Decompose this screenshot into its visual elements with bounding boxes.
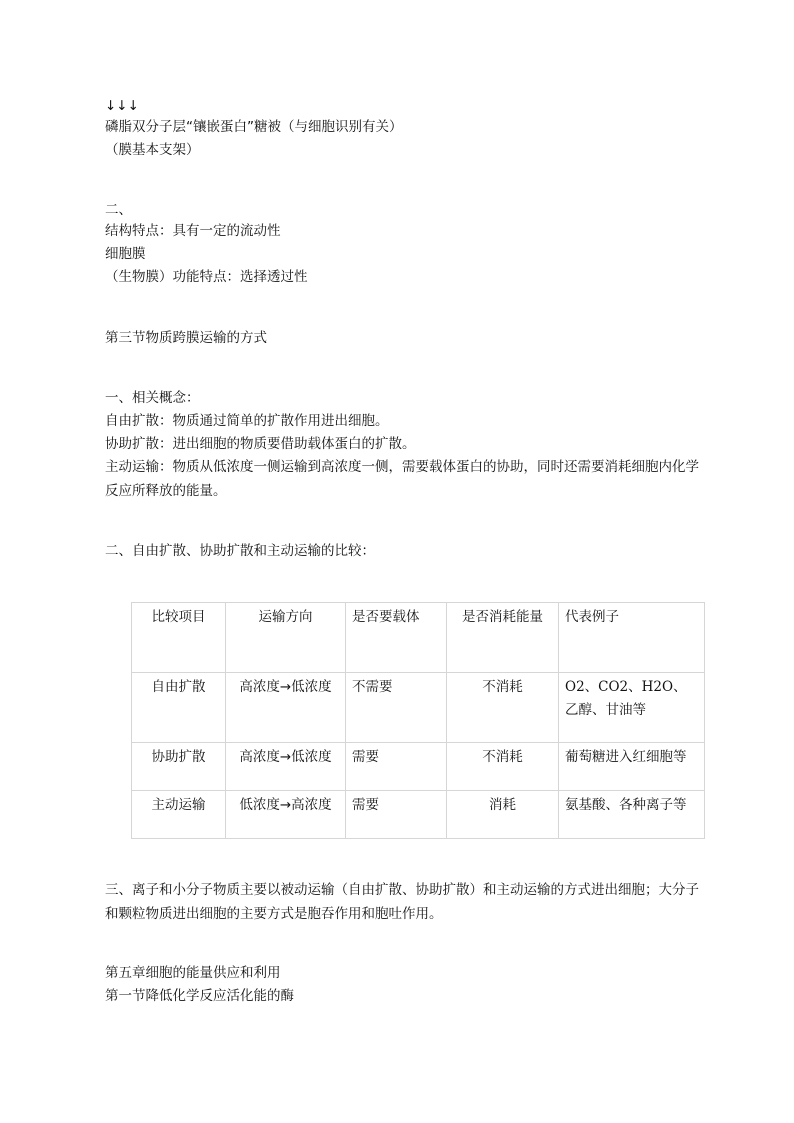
table-header-row: [132, 603, 705, 673]
table-cell: 不消耗: [447, 673, 559, 743]
table-cell: 需要: [346, 791, 447, 839]
table-row: [132, 673, 705, 743]
table-cell: 葡萄糖进入红细胞等: [559, 743, 705, 791]
table-row: [132, 743, 705, 791]
table-cell: 不需要: [346, 673, 447, 743]
table-cell: 自由扩散: [132, 673, 226, 743]
table-header-cell: 代表例子: [559, 603, 705, 673]
chapter-five-title: 第五章细胞的能量供应和利用: [105, 965, 281, 981]
section-three-title: 第三节物质跨膜运输的方式: [105, 330, 267, 346]
membrane-basic-frame-note: （膜基本支架）: [105, 142, 200, 158]
membrane-structure-line: 磷脂双分子层“镶嵌蛋白”糖被（与细胞识别有关）: [105, 119, 403, 135]
comparison-heading: 二、自由扩散、协助扩散和主动运输的比较：: [105, 543, 375, 559]
function-feature-line: （生物膜）功能特点：选择透过性: [105, 269, 308, 285]
table-cell: 不消耗: [447, 743, 559, 791]
table-header-cell: 比较项目: [132, 603, 226, 673]
table-cell: 消耗: [447, 791, 559, 839]
table-header-cell: 是否要载体: [346, 603, 447, 673]
table-cell: 氨基酸、各种离子等: [559, 791, 705, 839]
table-cell: 低浓度→高浓度: [226, 791, 346, 839]
table-cell: 高浓度→低浓度: [226, 673, 346, 743]
free-diffusion-definition: 自由扩散：物质通过简单的扩散作用进出细胞。: [105, 413, 389, 429]
structure-feature-line: 结构特点：具有一定的流动性: [105, 223, 281, 239]
table-row: [132, 791, 705, 839]
table-cell: O2、CO2、H2O、乙醇、甘油等: [559, 673, 705, 743]
arrows-text: ↓↓↓: [105, 98, 139, 114]
table-cell: 协助扩散: [132, 743, 226, 791]
table-header-cell: 运输方向: [226, 603, 346, 673]
table-cell: 主动运输: [132, 791, 226, 839]
active-transport-definition: 主动运输：物质从低浓度一侧运输到高浓度一侧，需要载体蛋白的协助，同时还需要消耗细胞内化学反应所释放的能量。: [105, 459, 699, 499]
table-header-cell: 是否消耗能量: [447, 603, 559, 673]
table-cell: 高浓度→低浓度: [226, 743, 346, 791]
section-one-title: 第一节降低化学反应活化能的酶: [105, 988, 294, 1004]
transport-comparison-table: [131, 602, 705, 839]
section-two-heading: 二、: [105, 202, 132, 218]
cell-membrane-label: 细胞膜: [105, 246, 146, 262]
facilitated-diffusion-definition: 协助扩散：进出细胞的物质要借助载体蛋白的扩散。: [105, 436, 416, 452]
section-three-summary: 三、离子和小分子物质主要以被动运输（自由扩散、协助扩散）和主动运输的方式进出细胞；大分子和颗粒物质进出细胞的主要方式是胞吞作用和胞吐作用。: [105, 882, 699, 922]
table-cell: 需要: [346, 743, 447, 791]
concepts-heading: 一、相关概念：: [105, 390, 200, 406]
